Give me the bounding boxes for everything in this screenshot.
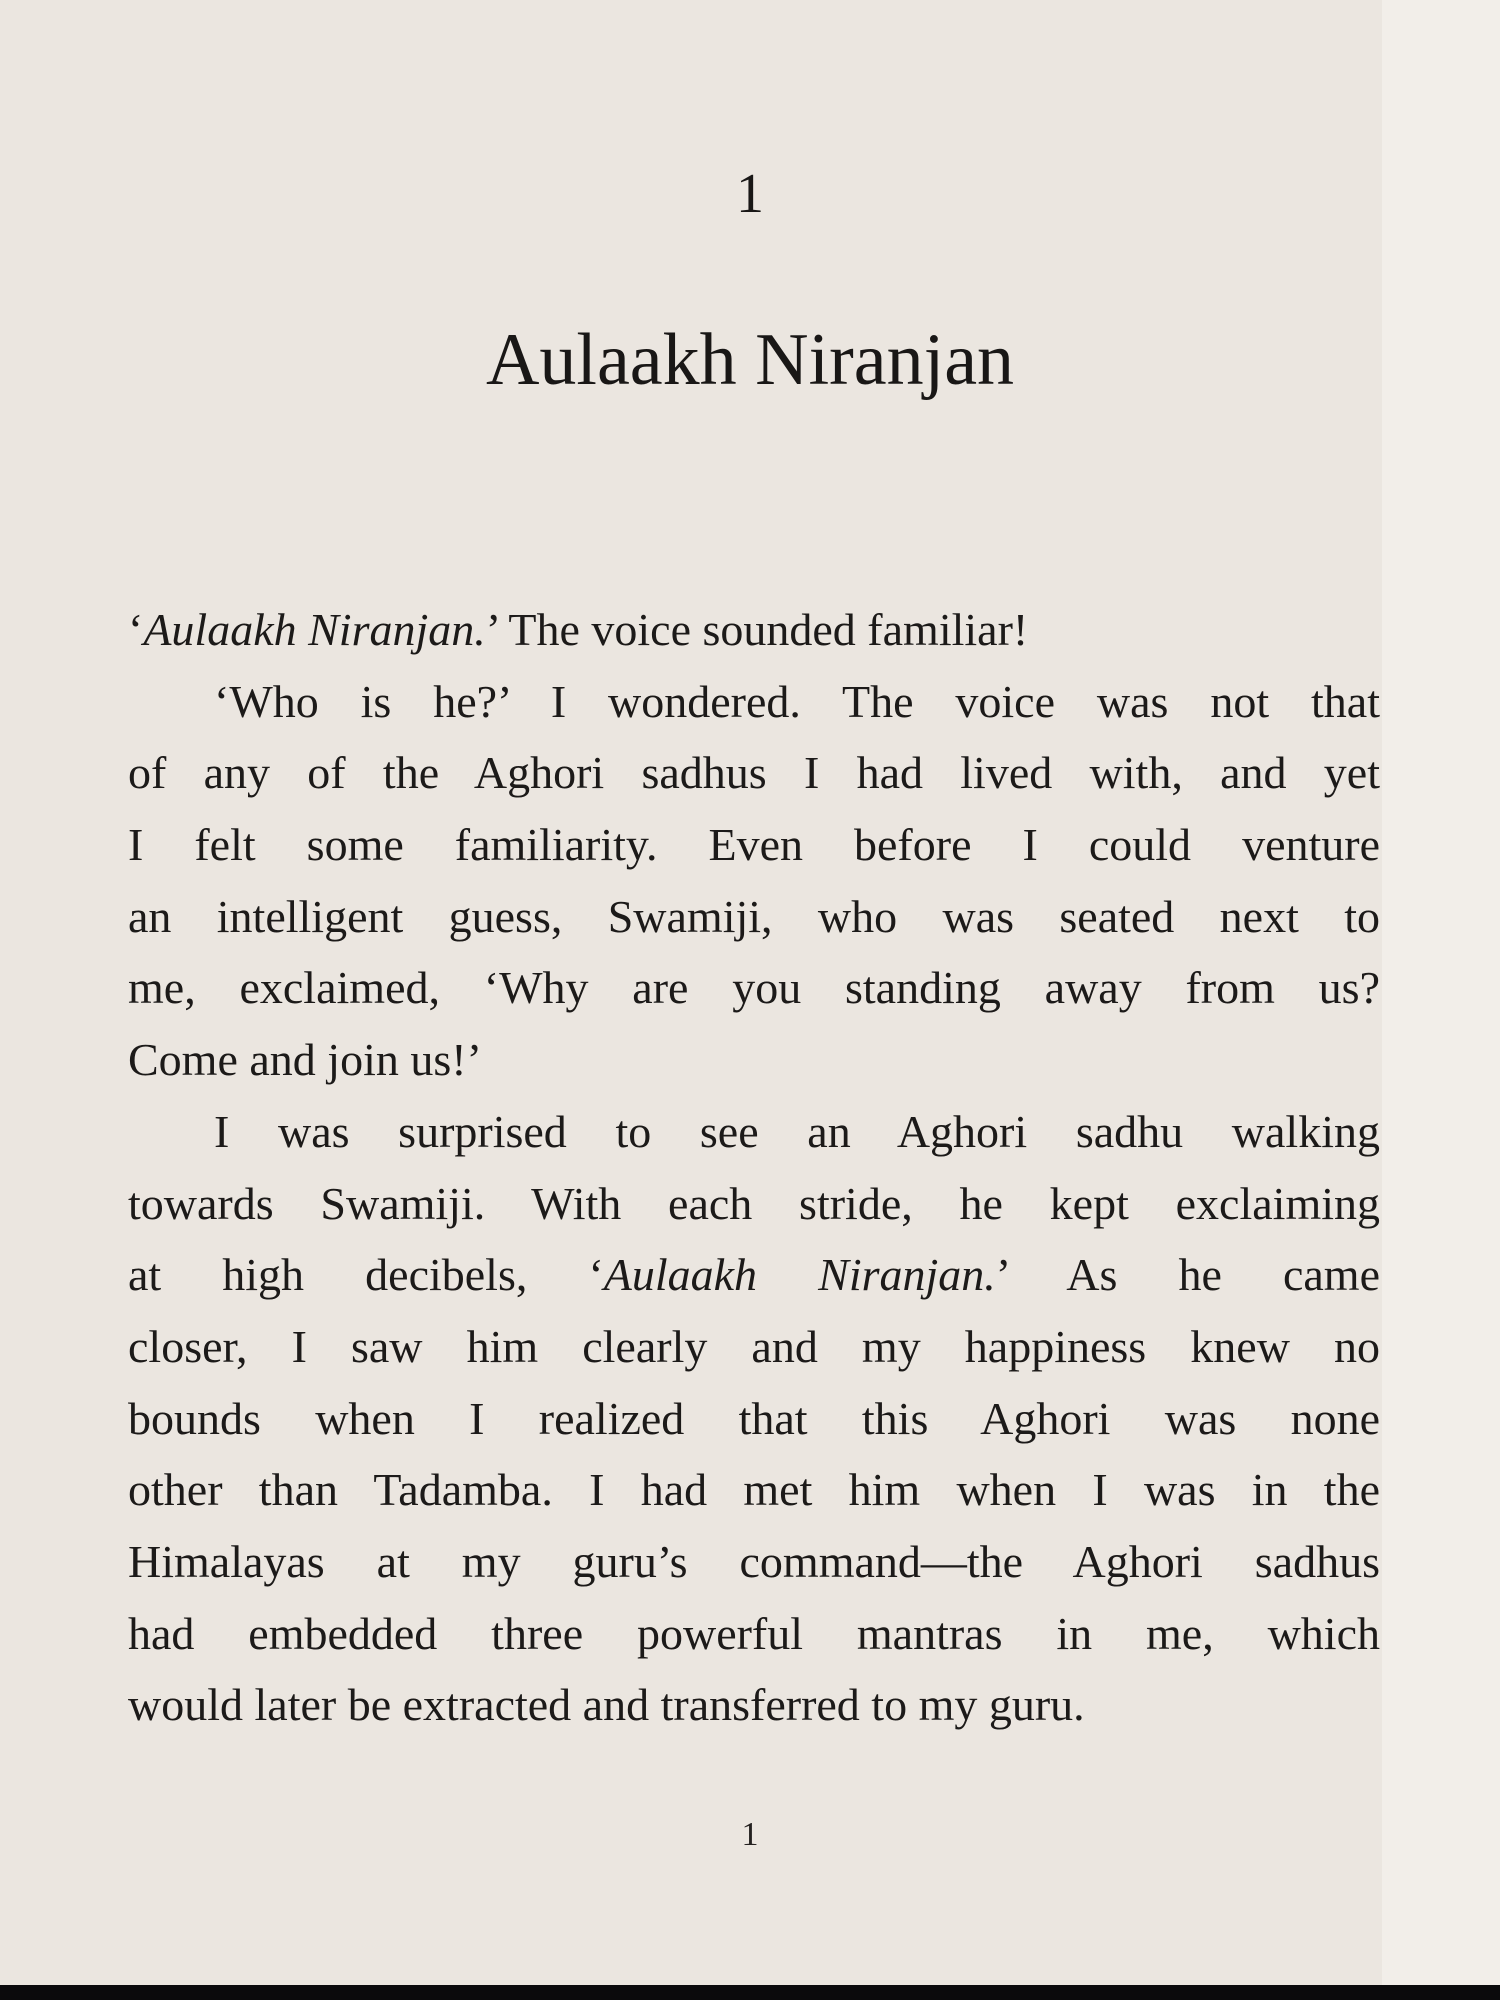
page-number: 1 bbox=[741, 1816, 759, 1853]
chapter-title: Aulaakh Niranjan bbox=[485, 319, 1015, 401]
paragraph-3-line: other than Tadamba. I had met him when I was in the bbox=[128, 1464, 1380, 1516]
paragraph-2-line: an intelligent guess, Swamiji, who was seated next to bbox=[128, 890, 1380, 942]
paragraph-3-line: had embedded three powerful mantras in me, which bbox=[128, 1607, 1380, 1659]
paragraph-1-line bbox=[128, 594, 1380, 666]
paragraph-2-line: Come and join us!’ bbox=[128, 1034, 482, 1086]
paragraph-3-line bbox=[128, 1239, 1380, 1311]
line-text: ’ As he came bbox=[995, 1249, 1380, 1301]
italic-phrase: Aulaakh Niranjan. bbox=[603, 1249, 996, 1301]
paragraph-2-line: of any of the Aghori sadhus I had lived with, and yet bbox=[128, 747, 1380, 799]
paragraph-3-line: would later be extracted and transferred to my guru. bbox=[128, 1679, 1085, 1731]
paragraph-3-line: bounds when I realized that this Aghori was none bbox=[128, 1392, 1380, 1444]
line-text: at high decibels, ‘ bbox=[128, 1249, 604, 1301]
paragraph-3-line: towards Swamiji. With each stride, he kept exclaiming bbox=[128, 1177, 1380, 1229]
page-edge bbox=[1382, 0, 1500, 1985]
body-text bbox=[128, 594, 1380, 1741]
paragraph-2-line: me, exclaimed, ‘Why are you standing away from us? bbox=[128, 962, 1380, 1014]
paragraph-1-rest: ’ The voice sounded familiar! bbox=[485, 604, 1029, 655]
paragraph-3-line: closer, I saw him clearly and my happiness knew no bbox=[128, 1320, 1380, 1372]
paragraph-2-line: ‘Who is he?’ I wondered. The voice was not that bbox=[214, 675, 1380, 727]
scan-bottom-edge bbox=[0, 1985, 1500, 2000]
paragraph-3-line: I was surprised to see an Aghori sadhu walking bbox=[214, 1105, 1380, 1157]
italic-phrase: Aulaakh Niranjan. bbox=[143, 604, 486, 655]
chapter-number: 1 bbox=[736, 163, 764, 225]
paragraph-2-line: I felt some familiarity. Even before I could venture bbox=[128, 819, 1380, 871]
open-quote: ‘ bbox=[128, 604, 144, 655]
paragraph-3-line: Himalayas at my guru’s command—the Aghori sadhus bbox=[128, 1535, 1380, 1587]
